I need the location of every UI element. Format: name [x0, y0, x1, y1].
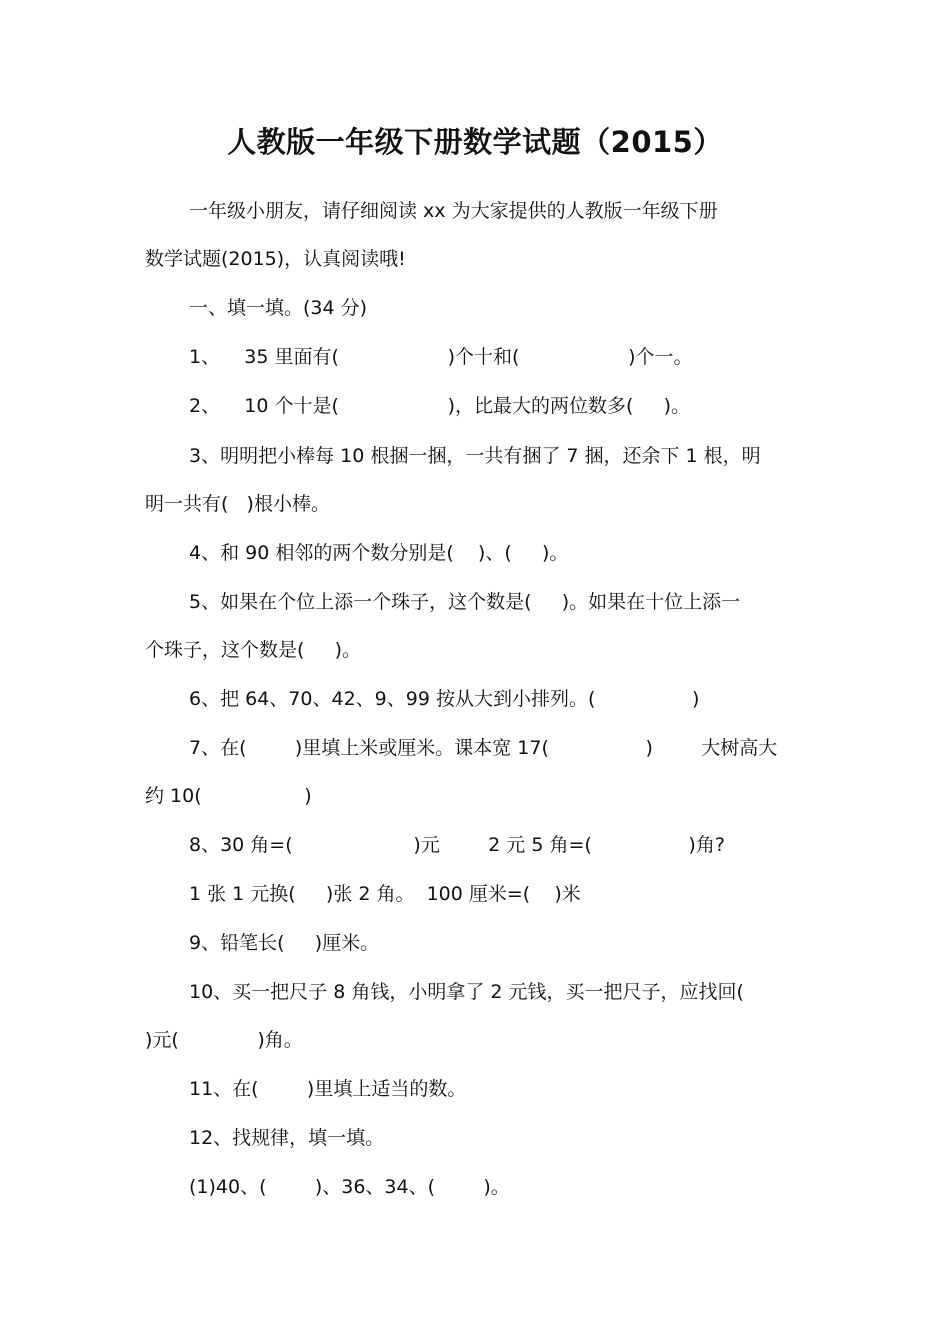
question-10-line-1: 10、买一把尺子 8 角钱，小明拿了 2 元钱，买一把尺子，应找回(	[189, 981, 744, 1003]
question-12-part-1: (1)40、( )、36、34、( )。	[189, 1176, 510, 1198]
question-9: 9、铅笔长( )厘米。	[189, 932, 380, 954]
question-11: 11、在( )里填上适当的数。	[189, 1078, 467, 1100]
section-heading: 一、填一填。(34 分)	[189, 297, 368, 319]
question-2: 2、 10 个十是( )，比最大的两位数多( )。	[189, 395, 691, 417]
question-5-line-1: 5、如果在个位上添一个珠子，这个数是( )。如果在十位上添一	[189, 591, 741, 613]
question-5-line-2: 个珠子，这个数是( )。	[145, 639, 362, 661]
question-8-line-2: 1 张 1 元换( )张 2 角。 100 厘米=( )米	[189, 883, 581, 905]
question-4: 4、和 90 相邻的两个数分别是( )、( )。	[189, 542, 569, 564]
intro-line-2: 数学试题(2015)，认真阅读哦!	[145, 248, 406, 270]
question-3-line-2: 明一共有( )根小棒。	[145, 493, 330, 515]
document-title: 人教版一年级下册数学试题（2015）	[227, 125, 723, 159]
question-7-line-1: 7、在( )里填上米或厘米。课本宽 17( ) 大树高大	[189, 737, 778, 759]
question-12: 12、找规律，填一填。	[189, 1127, 385, 1149]
question-1: 1、 35 里面有( )个十和( )个一。	[189, 346, 693, 368]
intro-line-1: 一年级小朋友，请仔细阅读 xx 为大家提供的人教版一年级下册	[189, 200, 718, 222]
question-3-line-1: 3、明明把小棒每 10 根捆一捆，一共有捆了 7 捆，还余下 1 根，明	[189, 445, 761, 467]
question-8-line-1: 8、30 角=( )元 2 元 5 角=( )角?	[189, 834, 725, 856]
question-10-line-2: )元( )角。	[145, 1029, 303, 1051]
question-6: 6、把 64、70、42、9、99 按从大到小排列。( )	[189, 688, 700, 710]
question-7-line-2: 约 10( )	[145, 785, 312, 807]
